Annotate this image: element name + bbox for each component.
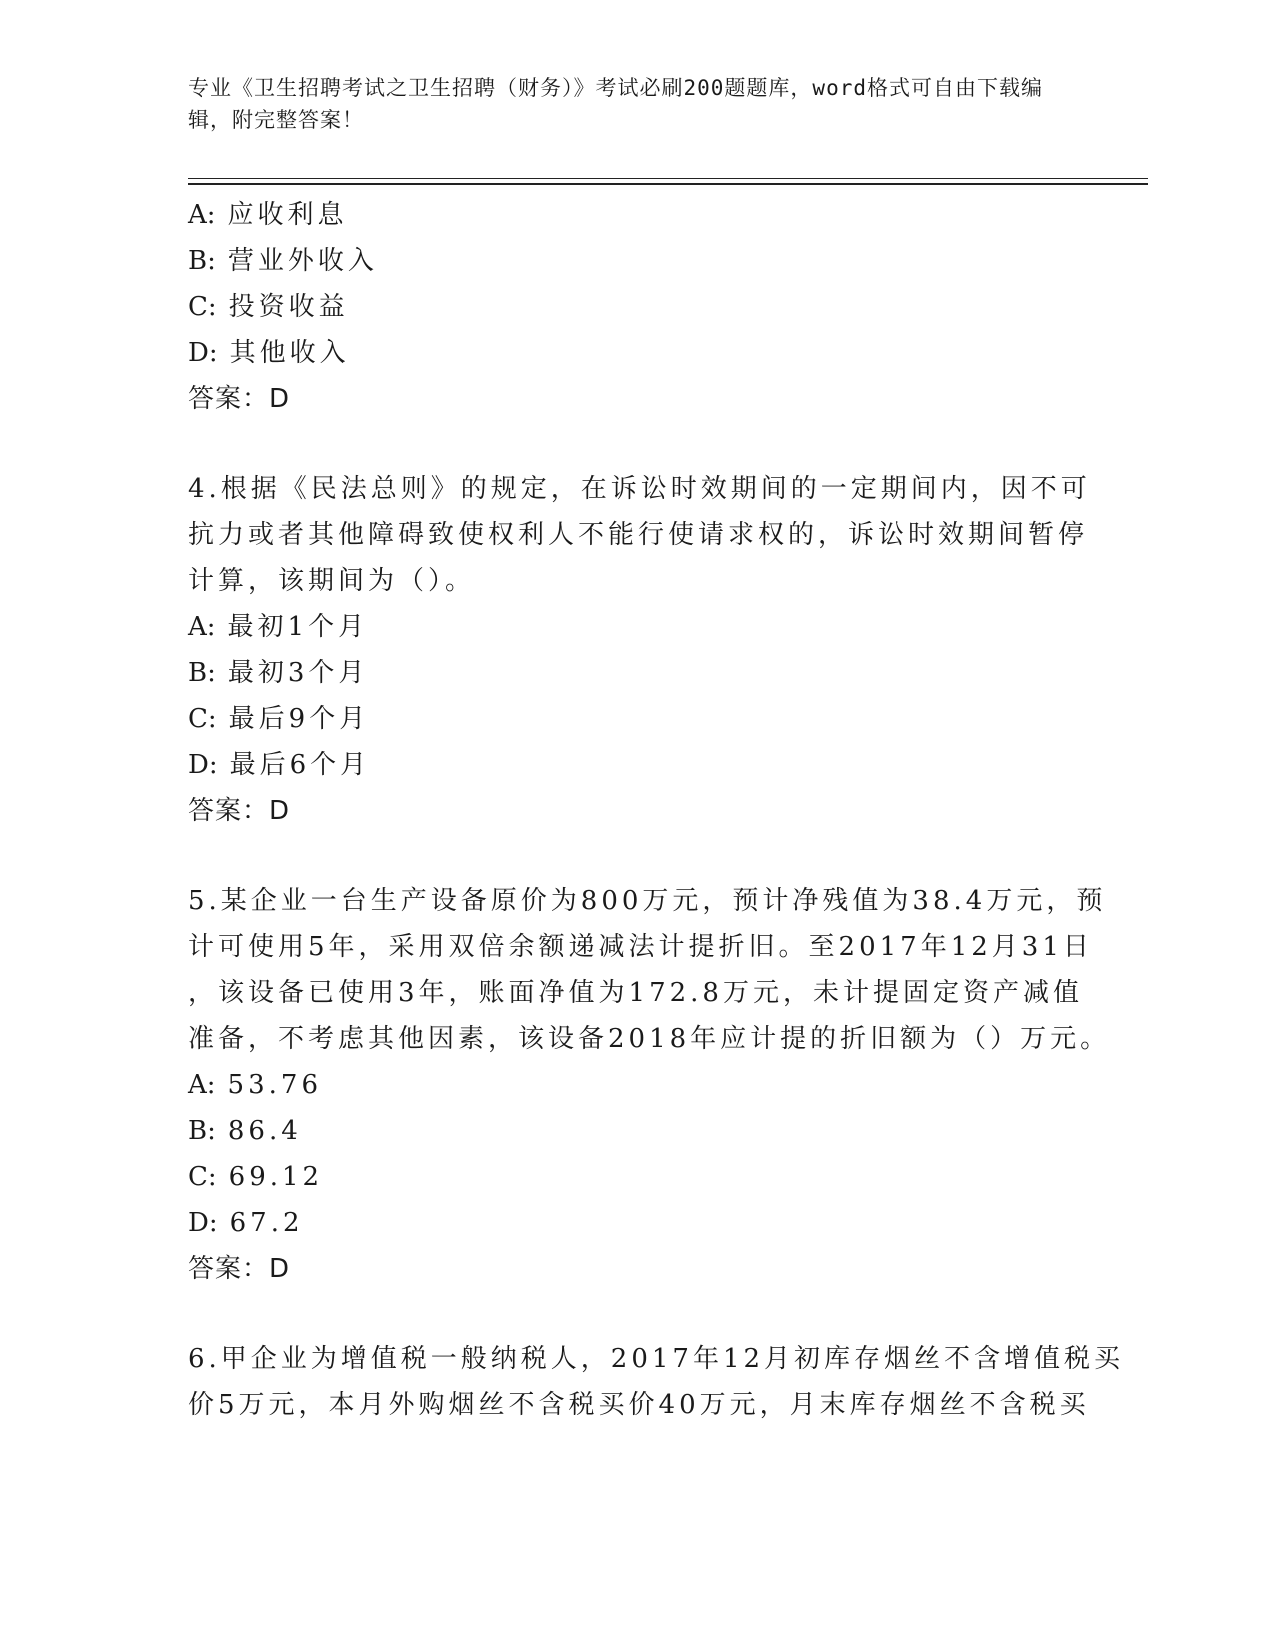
answer: 答案：D bbox=[188, 1254, 291, 1284]
option-b bbox=[188, 650, 1088, 696]
question-5 bbox=[188, 878, 1111, 1292]
option-text: 69.12 bbox=[228, 1162, 324, 1192]
header-divider-bottom bbox=[188, 183, 1148, 185]
option-label: C: bbox=[188, 1162, 217, 1192]
option-text: 最后6个月 bbox=[229, 750, 371, 780]
header-title: 专业《卫生招聘考试之卫生招聘（财务）》考试必刷200题题库，word格式可自由下载编辑，附完整答案！ bbox=[188, 76, 1043, 132]
option-text: 投资收益 bbox=[228, 292, 349, 322]
option-a bbox=[188, 192, 1088, 238]
option-label: C: bbox=[188, 292, 217, 322]
question-text-line: 价5万元，本月外购烟丝不含税买价40万元，月末库存烟丝不含税买 bbox=[188, 1390, 1090, 1420]
option-label: D: bbox=[188, 1208, 218, 1238]
option-c bbox=[188, 696, 1088, 742]
option-c bbox=[188, 284, 1088, 330]
question-text-line: 计可使用5年，采用双倍余额递减法计提折旧。至2017年12月31日 bbox=[188, 932, 1093, 962]
option-d bbox=[188, 330, 1088, 376]
option-text: 应收利息 bbox=[227, 200, 348, 230]
question-text-line: 4.根据《民法总则》的规定，在诉讼时效期间的一定期间内，因不可 bbox=[188, 474, 1091, 504]
question-text-line: 6.甲企业为增值税一般纳税人，2017年12月初库存烟丝不含增值税买 bbox=[188, 1344, 1125, 1374]
option-a bbox=[188, 604, 1088, 650]
option-label: B: bbox=[188, 658, 216, 688]
question-6 bbox=[188, 1336, 1125, 1428]
option-text: 53.76 bbox=[227, 1070, 322, 1100]
option-label: D: bbox=[188, 750, 218, 780]
option-text: 86.4 bbox=[227, 1116, 302, 1146]
question-text-line: 抗力或者其他障碍致使权利人不能行使请求权的，诉讼时效期间暂停 bbox=[188, 520, 1089, 550]
option-text: 最初3个月 bbox=[227, 658, 369, 688]
answer: 答案：D bbox=[188, 384, 291, 414]
option-label: D: bbox=[188, 338, 218, 368]
option-text: 其他收入 bbox=[229, 338, 350, 368]
question-3 bbox=[188, 192, 1088, 422]
option-text: 最后9个月 bbox=[228, 704, 370, 734]
option-b bbox=[188, 238, 1088, 284]
question-text-line: ，该设备已使用3年，账面净值为172.8万元，未计提固定资产减值 bbox=[188, 978, 1083, 1008]
question-4 bbox=[188, 466, 1091, 834]
option-label: A: bbox=[188, 200, 216, 230]
document-body bbox=[188, 192, 1125, 1428]
question-text-line: 准备，不考虑其他因素，该设备2018年应计提的折旧额为（）万元。 bbox=[188, 1024, 1111, 1054]
header-divider-top bbox=[188, 178, 1148, 179]
answer: 答案：D bbox=[188, 796, 291, 826]
question-text-line: 计算，该期间为（）。 bbox=[188, 566, 476, 596]
option-b bbox=[188, 1108, 1088, 1154]
option-label: C: bbox=[188, 704, 217, 734]
option-label: B: bbox=[188, 1116, 216, 1146]
option-text: 67.2 bbox=[229, 1208, 304, 1238]
question-text-line: 5.某企业一台生产设备原价为800万元，预计净残值为38.4万元，预 bbox=[188, 886, 1107, 916]
option-a bbox=[188, 1062, 1088, 1108]
option-d bbox=[188, 742, 1088, 788]
option-label: A: bbox=[188, 1070, 216, 1100]
option-label: B: bbox=[188, 246, 216, 276]
option-text: 最初1个月 bbox=[227, 612, 369, 642]
option-text: 营业外收入 bbox=[227, 246, 378, 276]
option-label: A: bbox=[188, 612, 216, 642]
document-header bbox=[188, 72, 1068, 136]
option-d bbox=[188, 1200, 1088, 1246]
option-c bbox=[188, 1154, 1088, 1200]
